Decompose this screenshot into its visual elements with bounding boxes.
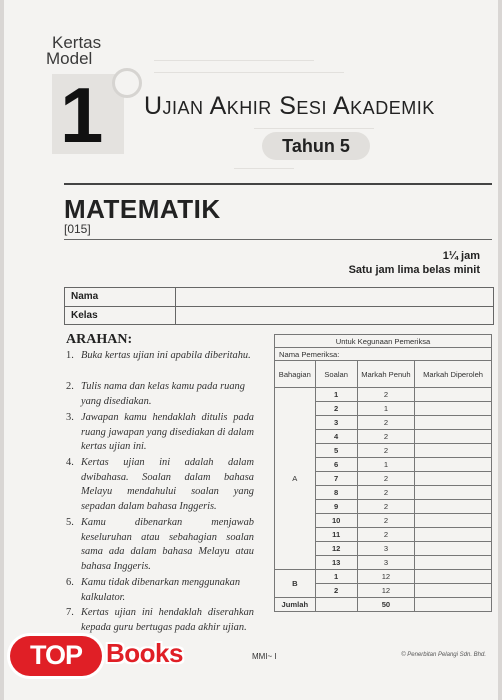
total-full-mark: 50 (357, 598, 414, 612)
full-mark: 2 (357, 472, 414, 486)
copyright-notice: © Penerbitan Pelangi Sdn. Bhd. (401, 652, 486, 658)
instruction-item (68, 516, 254, 574)
instruction-number: 2. (66, 381, 74, 392)
instruction-number: 5. (66, 517, 74, 528)
full-mark: 12 (357, 584, 414, 598)
full-mark: 2 (357, 500, 414, 514)
question-number: 2 (315, 584, 357, 598)
total-label: Jumlah (275, 598, 316, 612)
question-number: 3 (315, 416, 357, 430)
instruction-number: 3. (66, 412, 74, 423)
obtained-mark-cell[interactable] (415, 528, 492, 542)
duration-words: Satu jam lima belas minit (348, 264, 480, 276)
question-number: 5 (315, 444, 357, 458)
instruction-number: 1. (66, 350, 74, 361)
instruction-number: 6. (66, 577, 74, 588)
question-number: 11 (315, 528, 357, 542)
section-b-label: B (275, 570, 316, 598)
header-soalan: Soalan (315, 361, 357, 388)
full-mark: 3 (357, 542, 414, 556)
exam-title: Ujian Akhir Sesi Akademik (144, 92, 435, 120)
column-separator (175, 288, 176, 324)
page-code: MMI~ I (252, 652, 277, 661)
bleed-through-line (154, 72, 344, 73)
full-mark: 2 (357, 486, 414, 500)
class-row[interactable] (65, 307, 493, 325)
subject-code: [015] (64, 222, 91, 236)
obtained-mark-cell[interactable] (415, 430, 492, 444)
instruction-item (68, 456, 254, 514)
instruction-text: Kamu tidak dibenarkan menggunakan kalkulator. (81, 577, 241, 603)
full-mark: 1 (357, 402, 414, 416)
instruction-number: 4. (66, 457, 74, 468)
obtained-mark-cell[interactable] (415, 500, 492, 514)
table-row (275, 570, 492, 584)
full-mark: 1 (357, 458, 414, 472)
bleed-through-line (234, 168, 294, 169)
obtained-mark-cell[interactable] (415, 388, 492, 402)
question-number: 13 (315, 556, 357, 570)
header-bahagian: Bahagian (275, 361, 316, 388)
decorative-circle (112, 68, 142, 98)
full-mark: 2 (357, 416, 414, 430)
obtained-mark-cell[interactable] (415, 542, 492, 556)
section-a-label: A (275, 388, 316, 570)
name-row[interactable] (65, 288, 493, 306)
marks-table-caption: Untuk Kegunaan Pemeriksa (275, 335, 492, 348)
question-number: 1 (315, 570, 357, 584)
question-number: 8 (315, 486, 357, 500)
kertas-label: Kertas (52, 33, 102, 52)
exam-cover-page (4, 0, 498, 700)
instruction-item (68, 380, 254, 409)
subject-title: MATEMATIK (64, 194, 221, 224)
obtained-mark-cell[interactable] (415, 402, 492, 416)
header-markah-penuh: Markah Penuh (357, 361, 414, 388)
question-number: 1 (315, 388, 357, 402)
divider (64, 183, 492, 185)
question-number: 9 (315, 500, 357, 514)
instruction-text: Buka kertas ujian ini apabila diberitahu. (81, 350, 251, 361)
full-mark: 2 (357, 430, 414, 444)
examiner-name-field[interactable]: Nama Pemeriksa: (275, 348, 492, 361)
question-number: 7 (315, 472, 357, 486)
instruction-item (68, 411, 254, 455)
paper-number: 1 (60, 71, 104, 159)
instruction-text: Jawapan kamu hendaklah ditulis pada ruang jawapan yang disediakan di dalam kertas ujian ini. (81, 412, 254, 452)
obtained-mark-cell[interactable] (415, 458, 492, 472)
full-mark: 3 (357, 556, 414, 570)
instruction-text: Tulis nama dan kelas kamu pada ruang yang disediakan. (81, 381, 245, 407)
full-mark: 2 (357, 388, 414, 402)
divider (64, 239, 492, 240)
total-row (275, 598, 492, 612)
question-number: 12 (315, 542, 357, 556)
question-number: 2 (315, 402, 357, 416)
header-markah-diperoleh: Markah Diperoleh (415, 361, 492, 388)
instruction-number: 7. (66, 607, 74, 618)
duration-hours: 1¼ jam (442, 250, 480, 262)
obtained-mark-cell[interactable] (415, 570, 492, 584)
question-number: 4 (315, 430, 357, 444)
obtained-mark-cell[interactable] (415, 486, 492, 500)
full-mark: 12 (357, 570, 414, 584)
model-label: Model (46, 49, 93, 68)
class-label: Kelas (71, 310, 98, 321)
name-label: Nama (71, 291, 99, 302)
marks-table (274, 334, 492, 612)
full-mark: 2 (357, 514, 414, 528)
top-text: TOP (29, 640, 82, 670)
question-number: 10 (315, 514, 357, 528)
instruction-text: Kertas ujian ini adalah dalam dwibahasa. Soalan dalam bahasa Melayu mendahului soalan yang sepadan dalam bahasa Inggeris. (81, 457, 254, 512)
top-badge (10, 636, 102, 676)
obtained-mark-cell[interactable] (415, 416, 492, 430)
instruction-text: Kamu dibenarkan menjawab keseluruhan atau sebahagian soalan sama ada dalam bahasa Melayu atau bahasa Inggeris. (81, 517, 254, 572)
instructions-heading: ARAHAN: (66, 332, 133, 347)
topbooks-watermark-logo (10, 628, 214, 672)
bleed-through-line (154, 60, 314, 61)
question-number: 6 (315, 458, 357, 472)
year-label: Tahun 5 (282, 136, 350, 156)
instruction-text: Kertas ujian ini hendaklah diserahkan kepada guru bertugas pada akhir ujian. (81, 607, 254, 633)
obtained-mark-cell[interactable] (415, 472, 492, 486)
books-text: Books (106, 638, 183, 668)
total-spacer (315, 598, 357, 612)
full-mark: 2 (357, 444, 414, 458)
table-row (275, 388, 492, 402)
obtained-mark-cell[interactable] (415, 444, 492, 458)
total-obtained-cell[interactable] (415, 598, 492, 612)
obtained-mark-cell[interactable] (415, 584, 492, 598)
obtained-mark-cell[interactable] (415, 514, 492, 528)
full-mark: 2 (357, 528, 414, 542)
instruction-item (68, 349, 254, 364)
year-badge (262, 132, 370, 160)
bleed-through-line (254, 128, 374, 129)
obtained-mark-cell[interactable] (415, 556, 492, 570)
instruction-item (68, 576, 254, 605)
student-details-box (64, 287, 494, 325)
